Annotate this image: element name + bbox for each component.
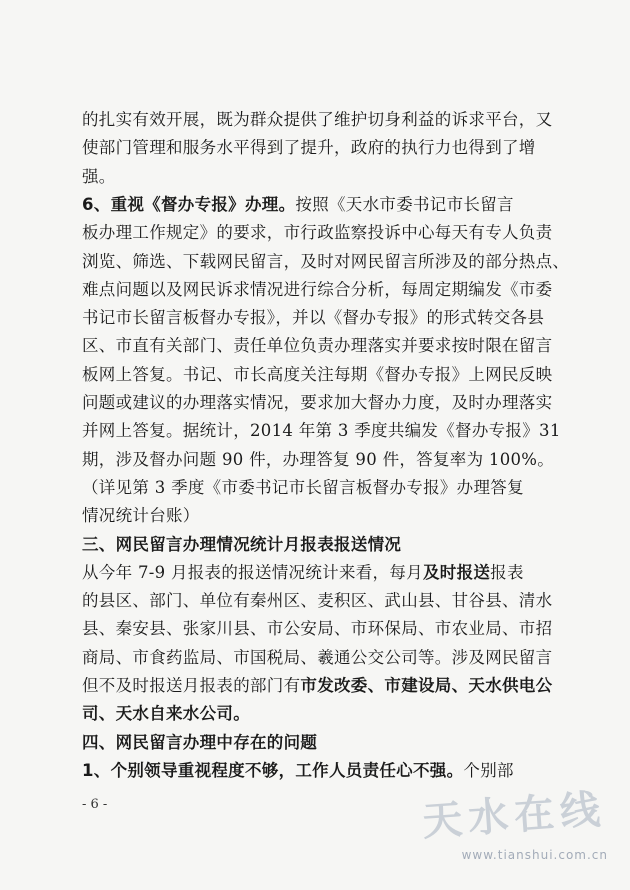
text-run: 使部门管理和服务水平得到了提升，政府的执行力也得到了增 [82, 138, 536, 158]
text-run: 板网上答复。书记、市长高度关注每期《督办专报》上网民反映 [82, 364, 553, 384]
text-line [82, 363, 552, 387]
text-line [82, 731, 552, 755]
text-line [82, 504, 552, 528]
text-line [82, 759, 552, 783]
text-run: 板办理工作规定》的要求，市行政监察投诉中心每天有专人负责 [82, 223, 553, 243]
page-number: - 6 - [82, 797, 108, 812]
text-line [82, 250, 570, 274]
text-line [82, 221, 552, 245]
text-line [82, 108, 552, 132]
text-run: 的县区、部门、单位有秦州区、麦积区、武山县、甘谷县、清水 [82, 591, 553, 611]
text-line [82, 165, 552, 189]
text-line [82, 646, 552, 670]
text-line [82, 334, 552, 358]
text-run: 难点问题以及网民诉求情况进行综合分析，每周定期编发《市委 [82, 279, 553, 299]
text-run: 强。 [82, 166, 116, 186]
bold-text-run: 1、个别领导重视程度不够，工作人员责任心不强。 [82, 760, 464, 780]
text-line [82, 448, 555, 472]
text-line [82, 419, 561, 443]
text-line [82, 193, 552, 217]
text-run: 报表 [490, 562, 524, 582]
watermark-logo-text: 天水在线 [420, 786, 608, 846]
text-run: 情况统计台账） [82, 506, 200, 526]
text-line [82, 306, 552, 330]
text-run: 并网上答复。据统计，2014 年第 3 季度共编发《督办专报》31 [82, 421, 561, 441]
text-line [82, 702, 552, 726]
text-run: 商局、市食药监局、市国税局、羲通公交公司等。涉及网民留言 [82, 647, 553, 667]
text-run: （详见第 3 季度《市委书记市长留言板督办专报》办理答复 [82, 477, 524, 497]
text-run: 浏览、筛选、下载网民留言，及时对网民留言所涉及的部分热点、 [82, 251, 570, 271]
bold-text-run: 司、天水自来水公司。 [82, 704, 250, 724]
text-run: 但不及时报送月报表的部门有 [82, 676, 301, 695]
watermark [408, 784, 608, 862]
bold-text-run: 6、重视《督办专报》办理。 [82, 194, 296, 214]
text-run: 区、市直有关部门、责任单位负责办理落实并要求按时限在留言 [82, 336, 553, 356]
text-line [82, 533, 552, 557]
bold-text-run: 及时报送 [422, 562, 491, 582]
text-run: 期，涉及督办问题 90 件，办理答复 90 件，答复率为 100%。 [82, 449, 555, 469]
text-line [82, 589, 552, 613]
text-run: 的扎实有效开展，既为群众提供了维护切身利益的诉求平台，又 [82, 110, 553, 129]
text-line [82, 476, 552, 500]
text-run: 书记市长留言板督办专报》，并以《督办专报》的形式转交各县 [82, 308, 545, 328]
text-line [82, 278, 552, 302]
text-run: 县、秦安县、张家川县、市公安局、市环保局、市农业局、市招 [82, 619, 553, 639]
bold-text-run: 三、网民留言办理情况统计月报表报送情况 [82, 534, 402, 554]
text-run: 个别部 [463, 760, 514, 780]
text-run: 问题或建议的办理落实情况，要求加大督办力度，及时办理落实 [82, 393, 553, 412]
text-run: 从今年 7-9 月报表的报送情况统计来看，每月 [82, 562, 423, 582]
text-line [82, 391, 552, 415]
text-line [82, 617, 552, 641]
bold-text-run: 市发改委、市建设局、天水供电公 [300, 676, 553, 695]
text-run: 按照《天水市委书记市长留言 [295, 194, 514, 214]
text-line [82, 136, 552, 160]
text-line [82, 561, 552, 585]
watermark-url: www.tianshui.com.cn [461, 848, 608, 862]
text-line [82, 674, 552, 698]
bold-text-run: 四、网民留言办理中存在的问题 [82, 732, 318, 752]
